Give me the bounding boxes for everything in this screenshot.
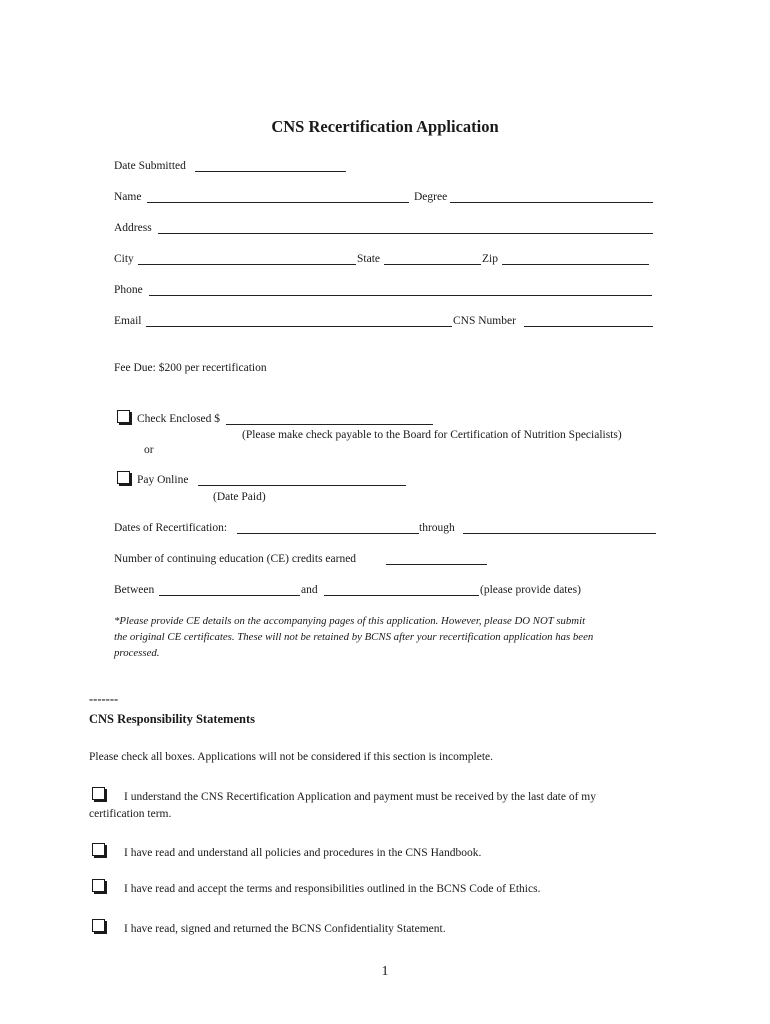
ce-note-line-3: processed. <box>114 647 160 659</box>
date-paid-field[interactable] <box>198 485 406 486</box>
dates-recert-label: Dates of Recertification: <box>114 522 228 534</box>
and-label: and <box>301 584 318 596</box>
date-submitted-field[interactable] <box>195 171 346 172</box>
responsibility-item-1-line-1: I understand the CNS Recertification Application and payment must be received by the last date of my <box>124 791 597 803</box>
responsibility-heading: CNS Responsibility Statements <box>89 712 255 726</box>
check-enclosed-label: Check Enclosed $ <box>137 413 221 425</box>
responsibility-checkbox-1[interactable] <box>92 787 105 800</box>
date-submitted-label: Date Submitted <box>114 160 186 172</box>
degree-field[interactable] <box>450 202 653 203</box>
degree-label: Degree <box>414 191 448 203</box>
name-field[interactable] <box>147 202 409 203</box>
pay-online-checkbox[interactable] <box>117 471 130 484</box>
check-payable-note: (Please make check payable to the Board for Certification of Nutrition Specialists) <box>242 429 622 441</box>
responsibility-instruction: Please check all boxes. Applications will not be considered if this section is incomplete. <box>89 751 494 763</box>
city-field[interactable] <box>138 264 356 265</box>
provide-dates-label: (please provide dates) <box>480 584 581 596</box>
email-field[interactable] <box>146 326 452 327</box>
check-enclosed-checkbox[interactable] <box>117 410 130 423</box>
responsibility-item-4: I have read, signed and returned the BCNS Confidentiality Statement. <box>124 923 446 935</box>
recert-start-field[interactable] <box>237 533 419 534</box>
ce-credits-field[interactable] <box>386 564 487 565</box>
address-field[interactable] <box>158 233 653 234</box>
zip-field[interactable] <box>502 264 649 265</box>
phone-field[interactable] <box>149 295 652 296</box>
page-title: CNS Recertification Application <box>271 117 499 136</box>
city-label: City <box>114 253 134 265</box>
responsibility-item-2: I have read and understand all policies and procedures in the CNS Handbook. <box>124 847 482 859</box>
responsibility-checkbox-4[interactable] <box>92 919 105 932</box>
recert-end-field[interactable] <box>463 533 656 534</box>
through-label: through <box>419 522 455 534</box>
zip-label: Zip <box>482 253 498 265</box>
ce-credits-label: Number of continuing education (CE) credits earned <box>114 553 357 565</box>
fee-due-text: Fee Due: $200 per recertification <box>114 362 267 374</box>
address-label: Address <box>114 222 152 234</box>
ce-note-line-1: *Please provide CE details on the accompanying pages of this application. However, please DO NOT submit <box>114 615 586 627</box>
state-label: State <box>357 253 380 265</box>
between-end-field[interactable] <box>324 595 479 596</box>
responsibility-item-1-line-2: certification term. <box>89 808 172 820</box>
date-paid-label: (Date Paid) <box>213 491 266 503</box>
cns-number-label: CNS Number <box>453 315 516 327</box>
section-separator: ------- <box>89 692 119 706</box>
cns-number-field[interactable] <box>524 326 653 327</box>
responsibility-checkbox-3[interactable] <box>92 879 105 892</box>
name-label: Name <box>114 191 142 203</box>
email-label: Email <box>114 315 142 327</box>
phone-label: Phone <box>114 284 143 296</box>
check-amount-field[interactable] <box>226 424 433 425</box>
responsibility-item-3: I have read and accept the terms and responsibilities outlined in the BCNS Code of Ethics. <box>124 883 541 895</box>
pay-online-label: Pay Online <box>137 474 189 486</box>
between-label: Between <box>114 584 155 596</box>
responsibility-checkbox-2[interactable] <box>92 843 105 856</box>
state-field[interactable] <box>384 264 481 265</box>
between-start-field[interactable] <box>159 595 300 596</box>
ce-note-line-2: the original CE certificates. These will not be retained by BCNS after your recertification application has been <box>114 631 594 643</box>
page-number: 1 <box>381 964 389 979</box>
or-text: or <box>144 444 154 456</box>
